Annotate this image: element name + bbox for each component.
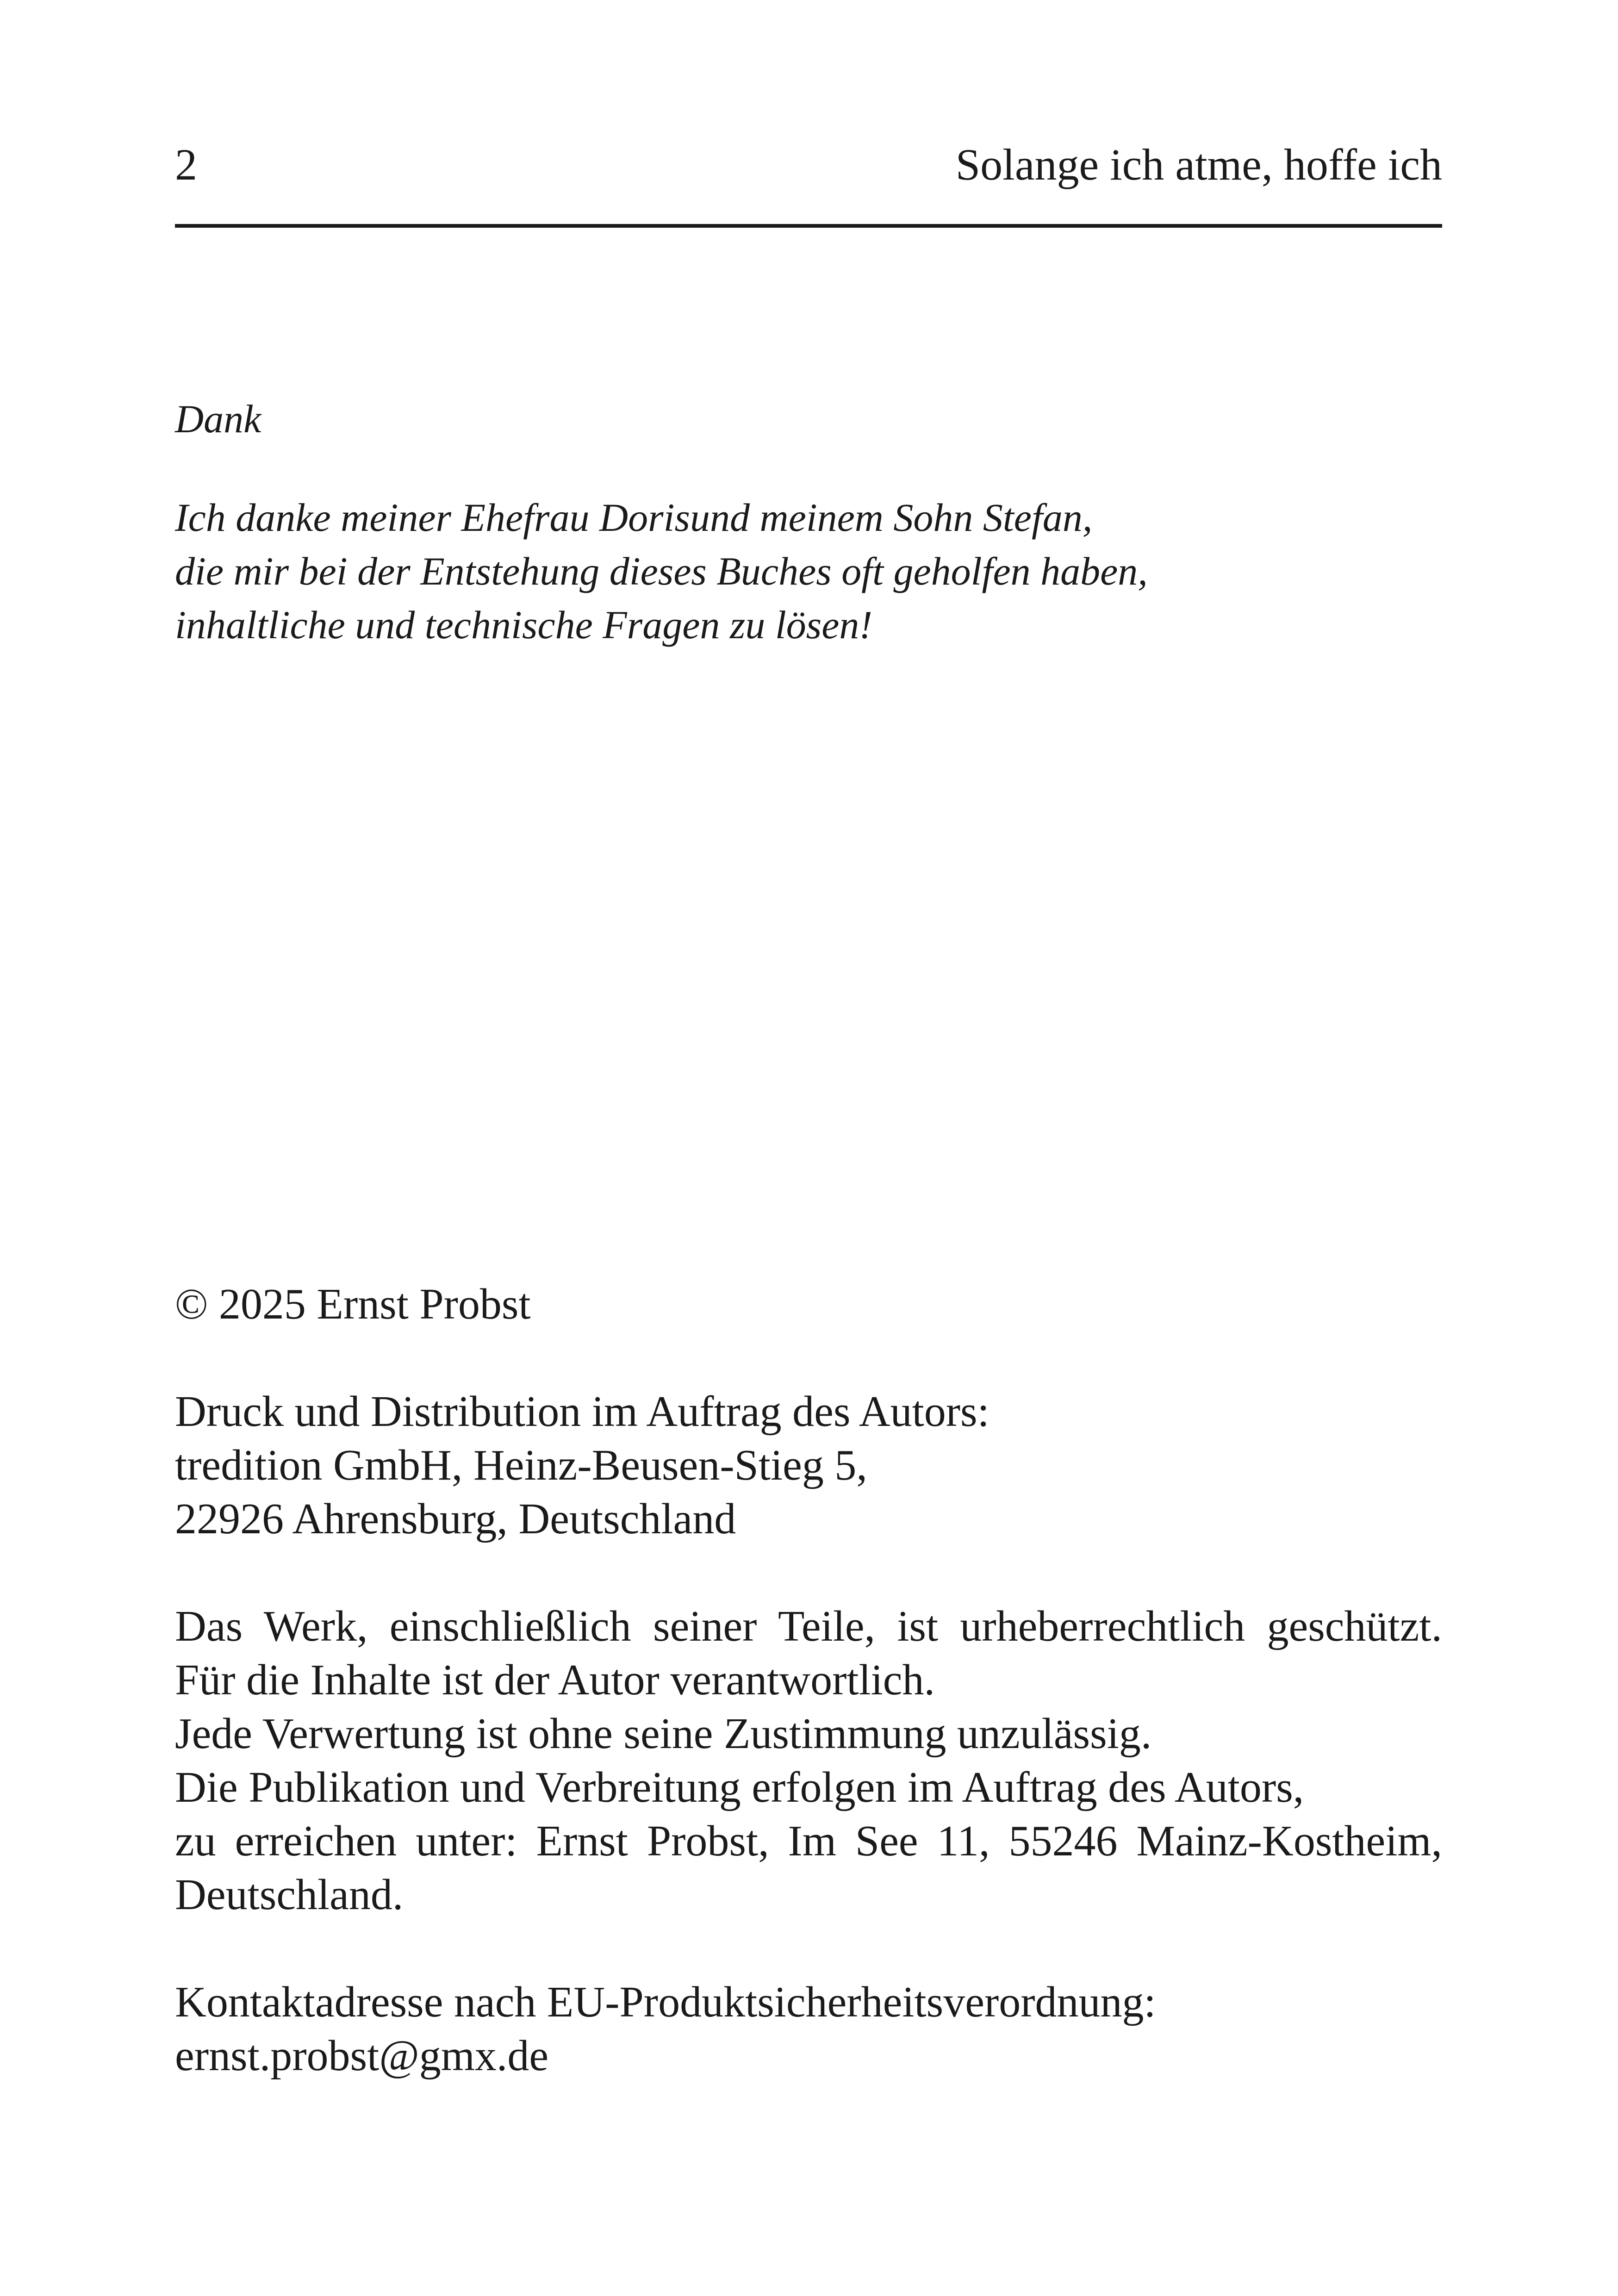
- page-number: 2: [175, 140, 197, 189]
- printer-line: Druck und Distribution im Auftrag des Autors:: [175, 1388, 989, 1436]
- rights-line: Das Werk, einschließlich seiner Teile, ist urheberrechtlich geschützt.: [175, 1602, 1442, 1650]
- dedication-text: [175, 491, 1442, 652]
- dedication-line: inhaltliche und technische Fragen zu lösen!: [175, 603, 873, 647]
- printer-line: 22926 Ahrensburg, Deutschland: [175, 1495, 736, 1543]
- header-rule: [175, 224, 1442, 228]
- dedication-section: [175, 393, 1442, 652]
- copyright-line: © 2025 Ernst Probst: [175, 1280, 531, 1328]
- contact-block: [175, 1975, 1442, 2083]
- printer-line: tredition GmbH, Heinz-Beusen-Stieg 5,: [175, 1441, 867, 1489]
- dedication-title: Dank: [175, 397, 261, 441]
- copyright-block: [175, 1277, 1442, 1331]
- imprint-section: [175, 1277, 1442, 2136]
- rights-line: zu erreichen unter: Ernst Probst, Im See 11, 55246 Mainz-Kostheim,: [175, 1817, 1442, 1865]
- contact-line: Kontaktadresse nach EU-Produktsicherheitsverordnung:: [175, 1978, 1156, 2026]
- printer-block: [175, 1385, 1442, 1546]
- dedication-line: die mir bei der Entstehung dieses Buches oft geholfen haben,: [175, 549, 1148, 593]
- contact-email: ernst.probst@gmx.de: [175, 2032, 549, 2080]
- rights-line: Die Publikation und Verbreitung erfolgen im Auftrag des Autors,: [175, 1763, 1304, 1811]
- rights-line: Deutschland.: [175, 1871, 404, 1919]
- dedication-line: Ich danke meiner Ehefrau Dorisund meinem Sohn Stefan,: [175, 495, 1093, 540]
- rights-block: [175, 1599, 1442, 1922]
- running-title: Solange ich atme, hoffe ich: [955, 140, 1442, 189]
- page-header: [175, 137, 1442, 193]
- rights-line: Für die Inhalte ist der Autor verantwortlich.: [175, 1656, 935, 1704]
- rights-line: Jede Verwertung ist ohne seine Zustimmung unzulässig.: [175, 1710, 1152, 1758]
